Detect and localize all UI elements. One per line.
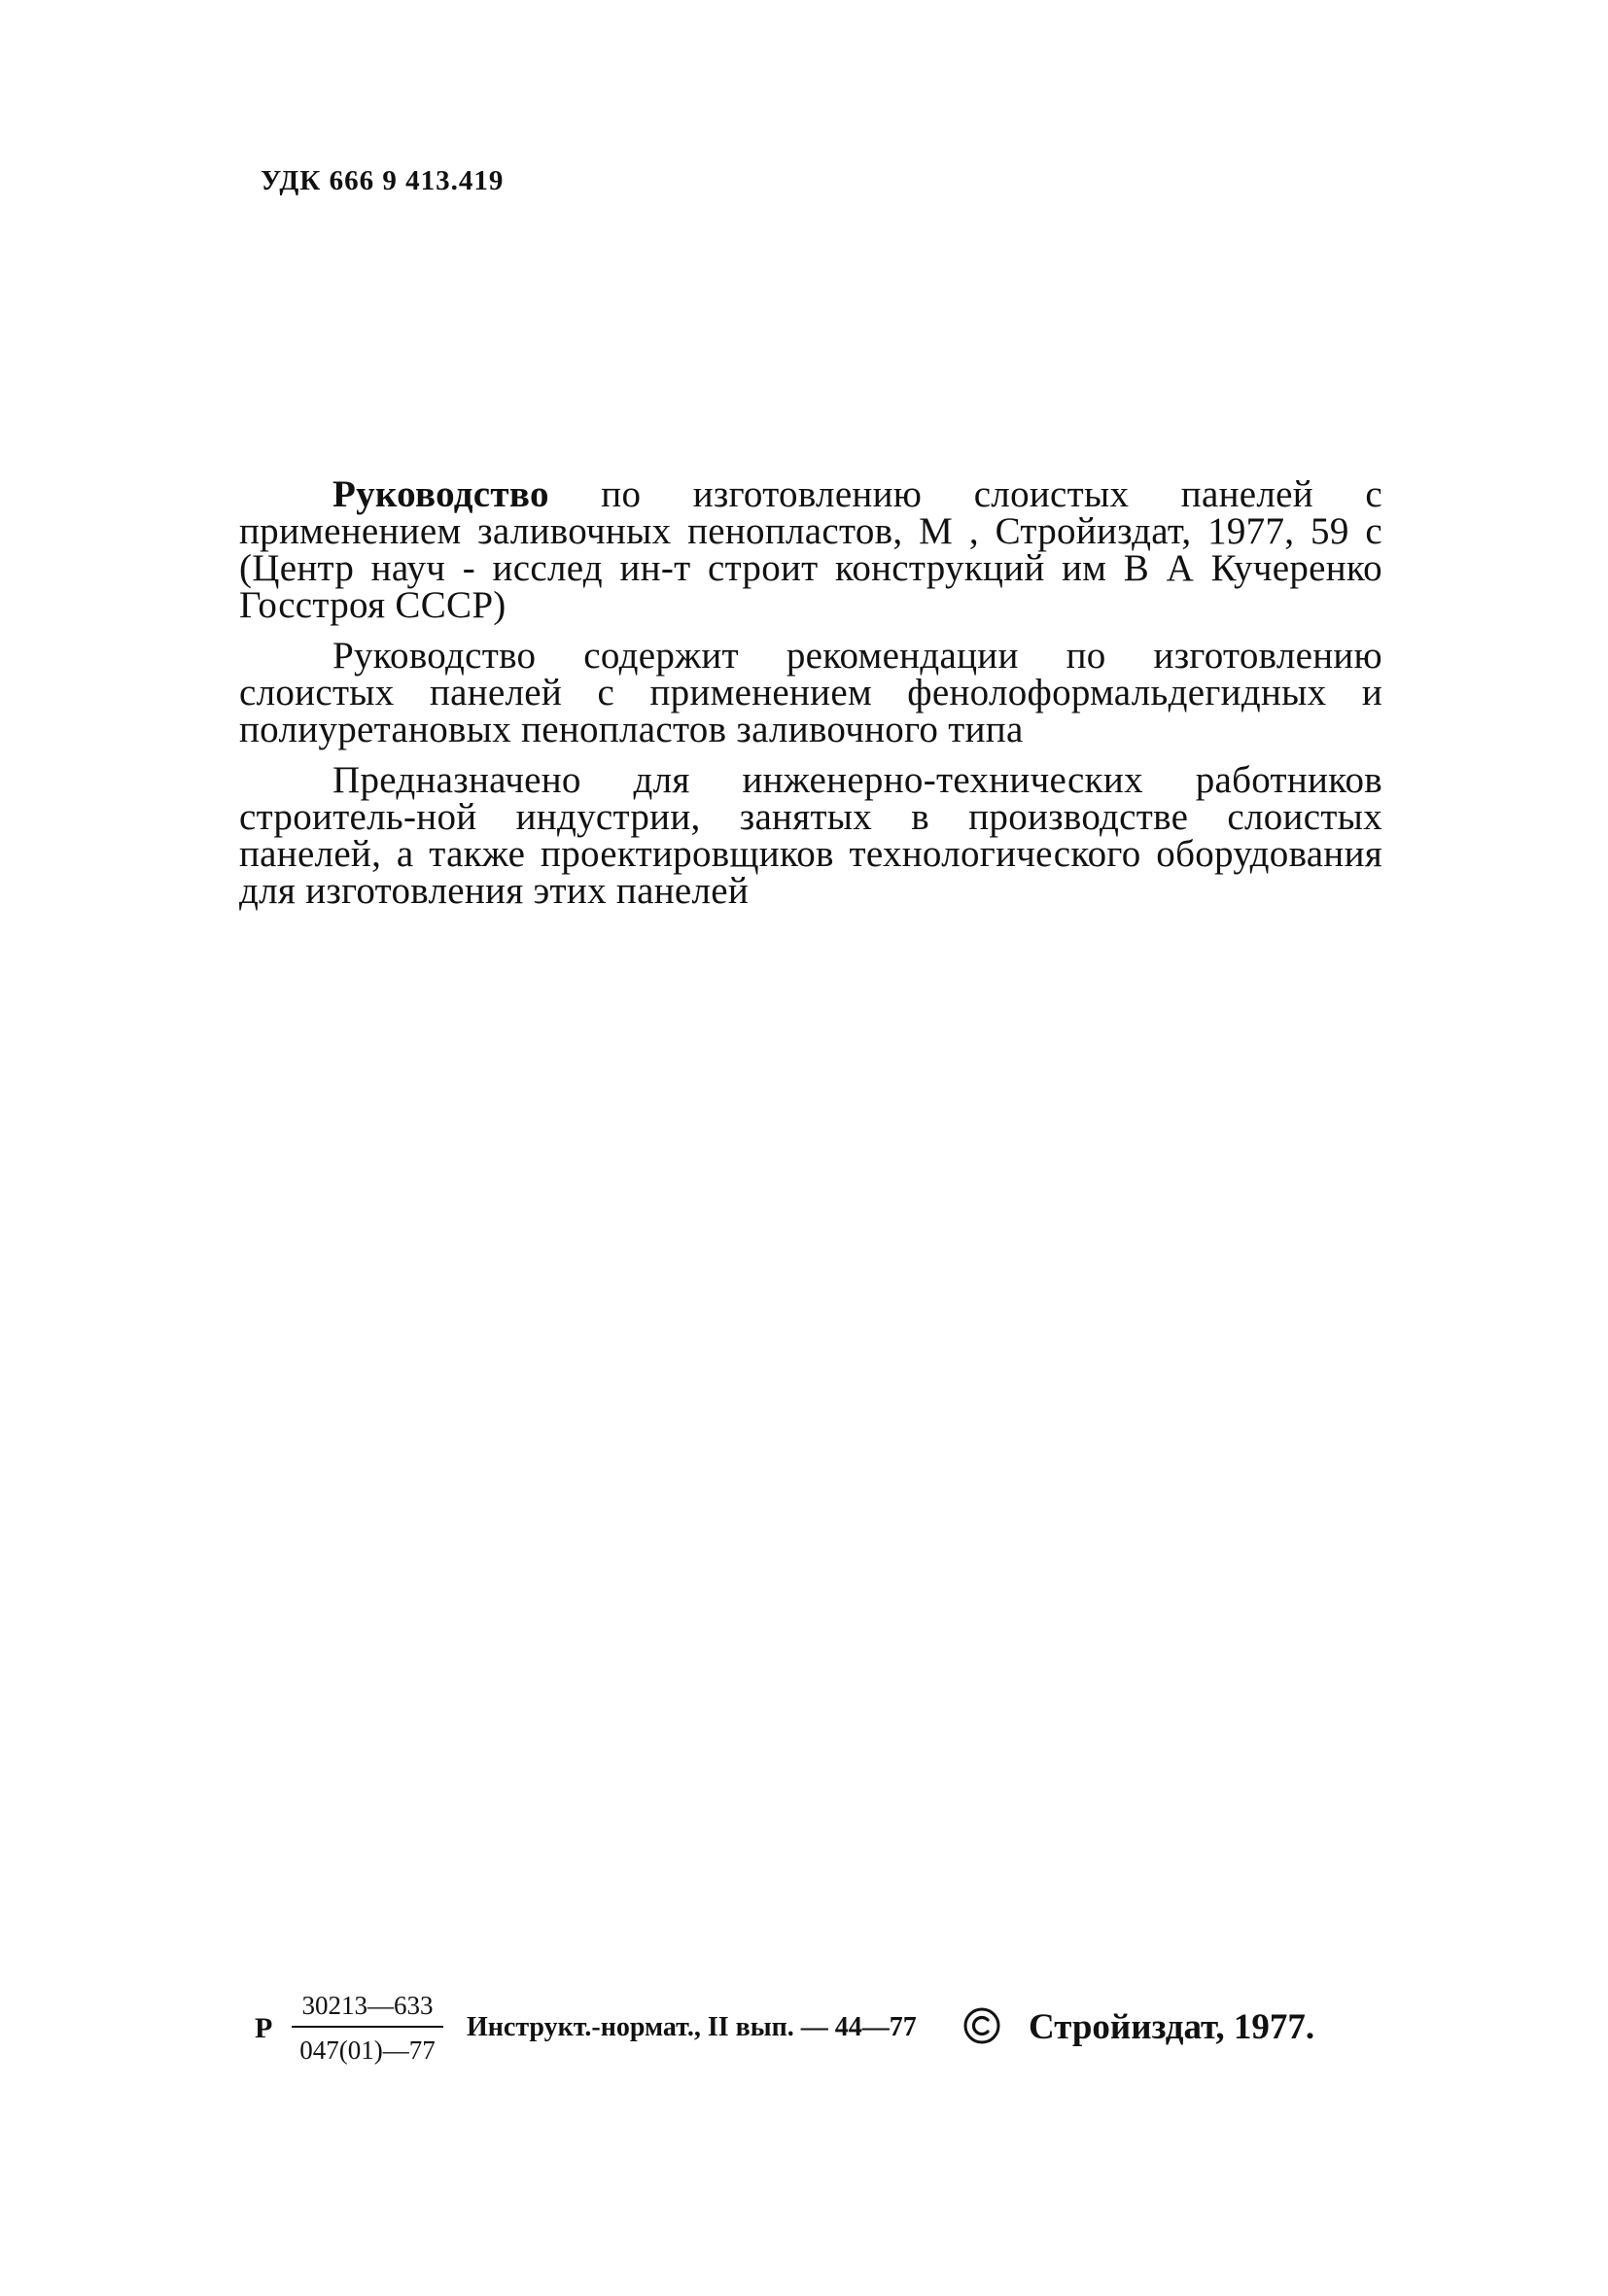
citation-paragraph	[239, 473, 1382, 626]
fraction-denominator: 047(01)—77	[299, 2035, 436, 2065]
udk-code: УДК 666 9 413.419	[261, 165, 505, 196]
series-info: Инструкт.-нормат., II вып. — 44—77	[467, 2012, 917, 2042]
citation-lead: Руководство	[332, 473, 549, 515]
imprint-fraction	[292, 1991, 443, 2065]
imprint-line	[255, 1991, 1324, 2078]
citation-text: по изготовлению слоистых панелей с применением заливочных пенопластов, М , Стройиздат, 1977, 59 с (Центр науч - исслед ин-т строит конструкций им В А Кучеренко Госстроя СССР)	[239, 473, 1382, 626]
summary-paragraph: Руководство содержит рекомендации по изготовлению слоистых панелей с применением фенолоформальдегидных и полиуретановых пенопластов заливочного типа	[239, 635, 1382, 750]
publisher-name: Стройиздат, 1977.	[1029, 2007, 1315, 2047]
audience-paragraph: Предназначено для инженерно-технических работников строитель-ной индустрии, занятых в производстве слоистых панелей, а также проектировщиков технологического оборудования для изготовления этих панелей	[239, 759, 1382, 912]
copyright-icon	[962, 2006, 1001, 2045]
imprint-letter: Р	[255, 2012, 273, 2044]
abstract-block	[239, 473, 1382, 923]
fraction-numerator: 30213—633	[292, 1991, 443, 2028]
